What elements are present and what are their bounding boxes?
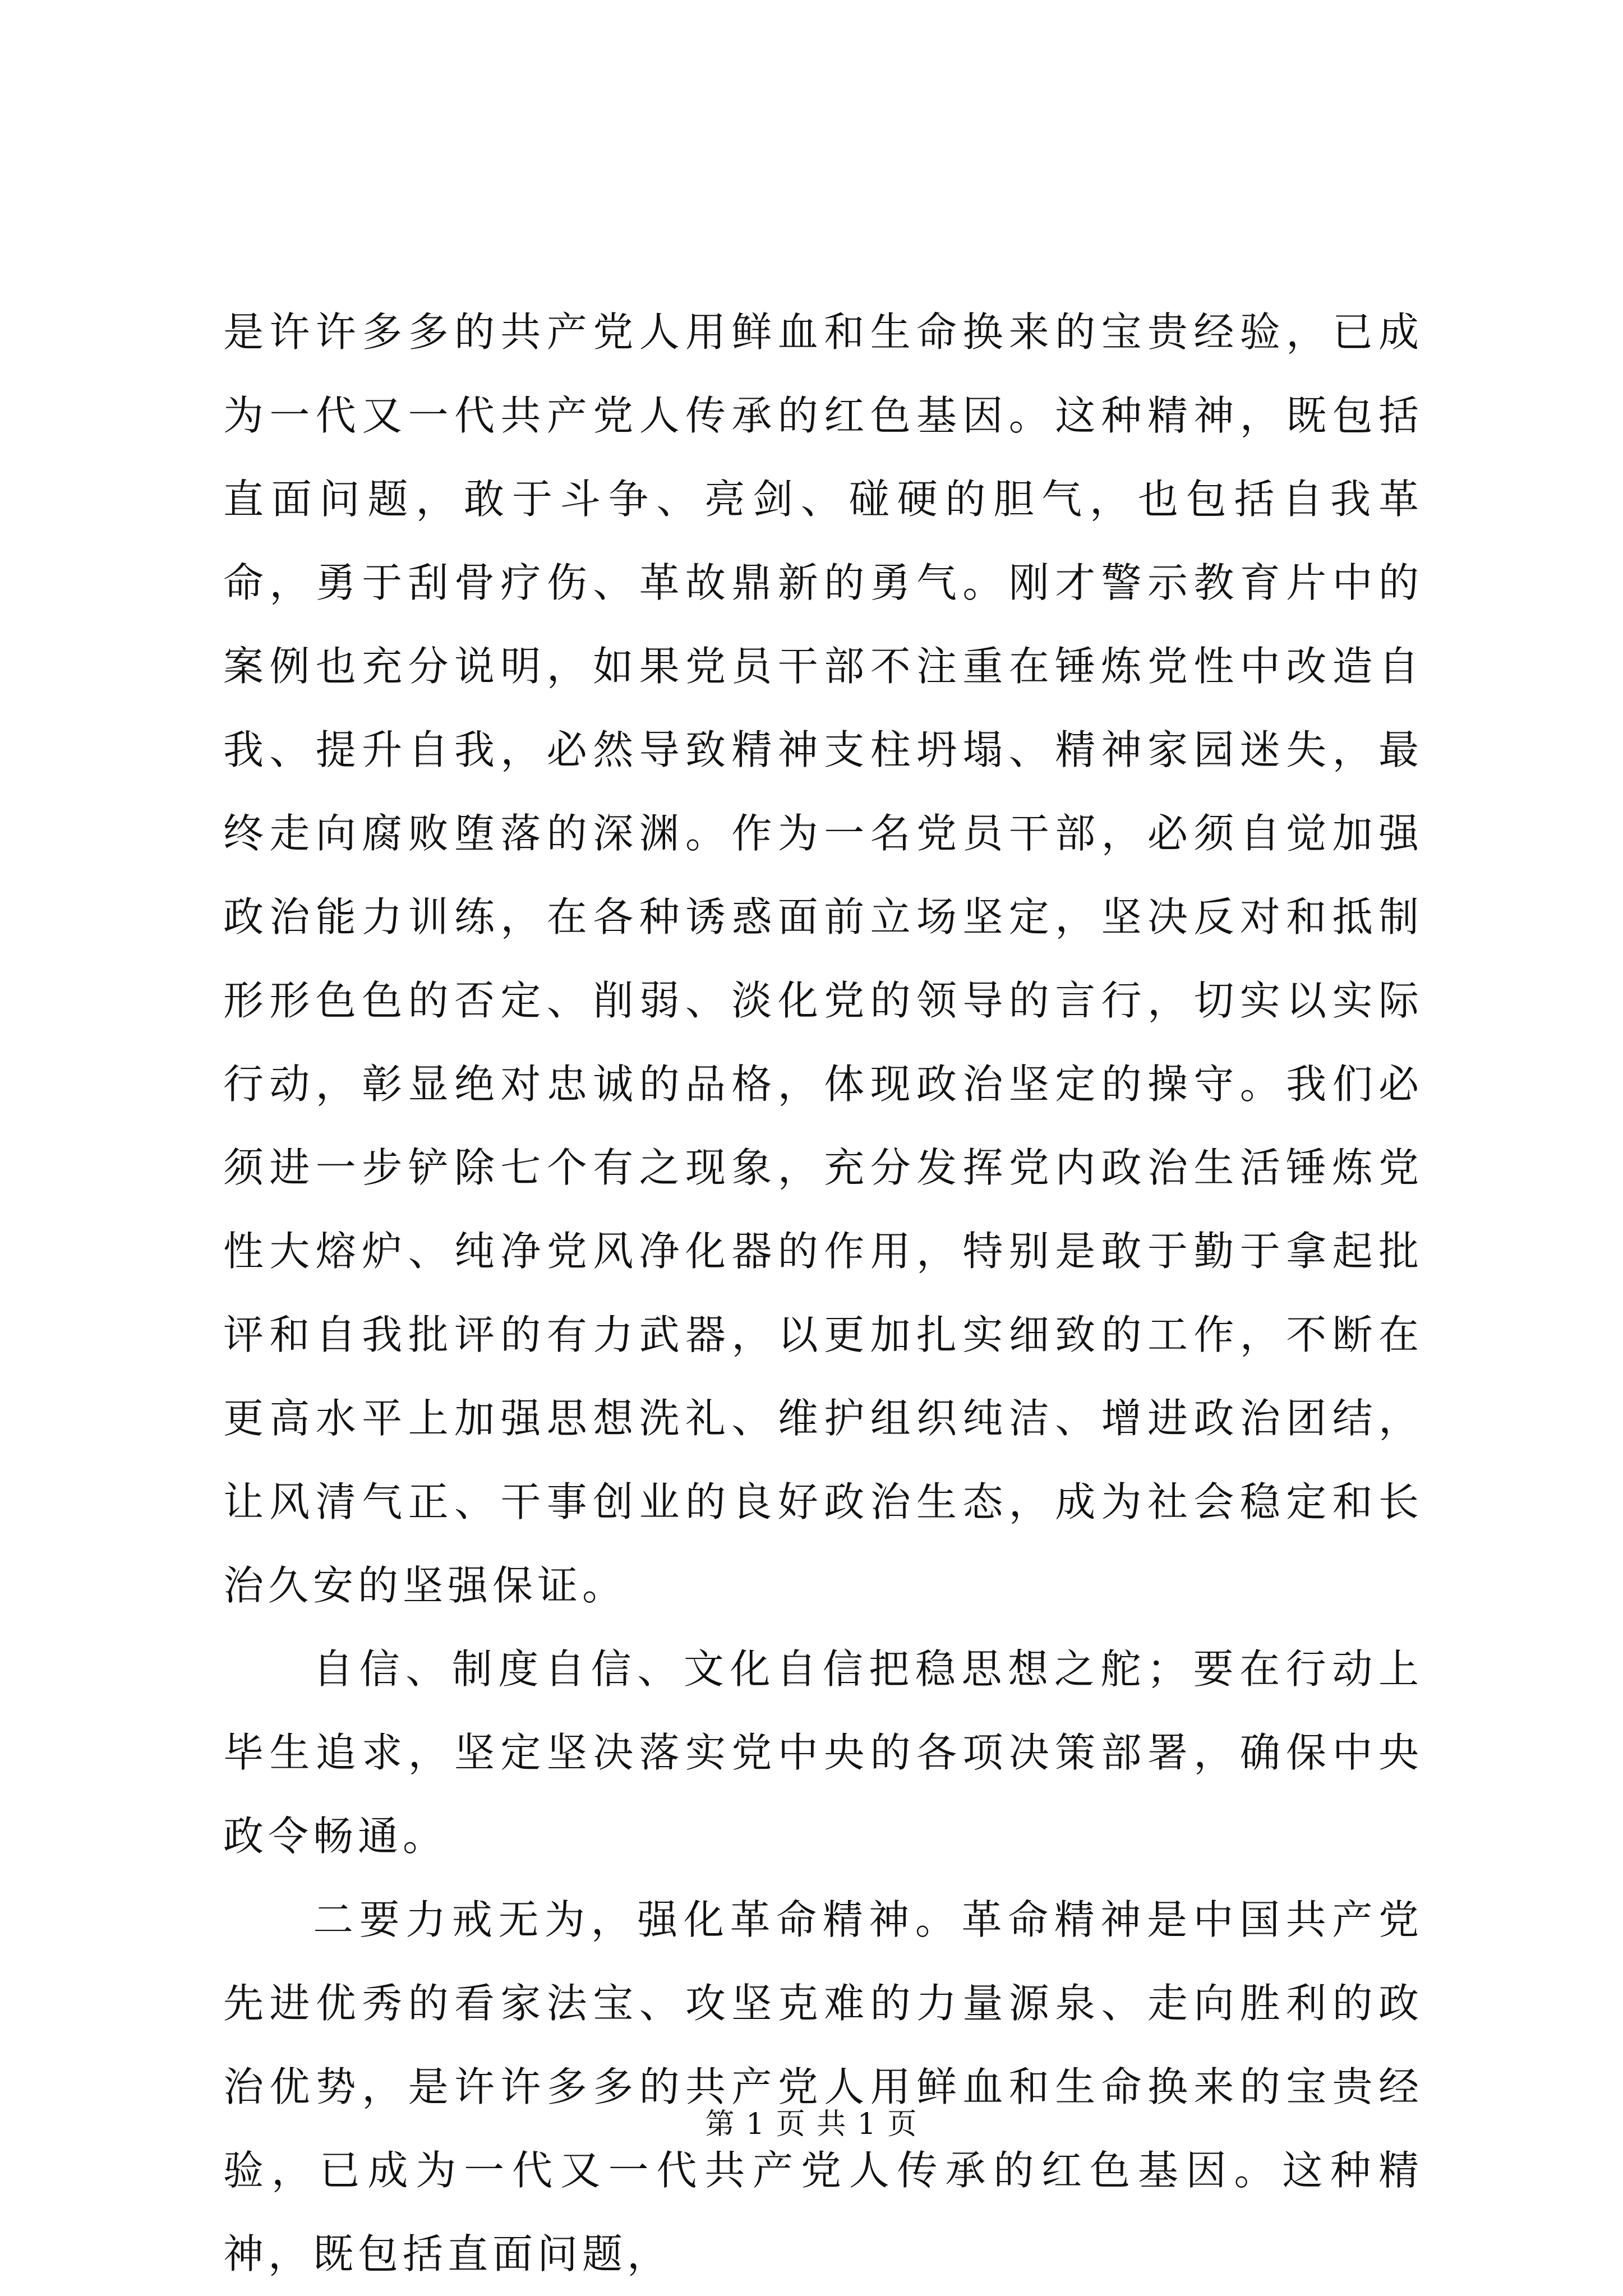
document-body <box>223 291 1423 2296</box>
paragraph-2: 自信、制度自信、文化自信把稳思想之舵；要在行动上毕生追求，坚定坚决落实党中央的各项决策部署，确保中央政令畅通。 <box>223 1645 1423 1860</box>
page-footer: 第 1 页 共 1 页 <box>705 2108 918 2141</box>
paragraph-3: 二要力戒无为，强化革命精神。革命精神是中国共产党先进优秀的看家法宝、攻坚克难的力量源泉、走向胜利的政治优势，是许许多多的共产党人用鲜血和生命换来的宝贵经验，已成为一代又一代共产党人传承的红色基因。这种精神，既包括直面问题， <box>223 1896 1423 2277</box>
paragraph-1: 是许许多多的共产党人用鲜血和生命换来的宝贵经验，已成为一代又一代共产党人传承的红色基因。这种精神，既包括直面问题，敢于斗争、亮剑、碰硬的胆气，也包括自我革命，勇于刮骨疗伤、革故鼎新的勇气。刚才警示教育片中的案例也充分说明，如果党员干部不注重在锤炼党性中改造自我、提升自我，必然导致精神支柱坍塌、精神家园迷失，最终走向腐败堕落的深渊。作为一名党员干部，必须自觉加强政治能力训练，在各种诱惑面前立场坚定，坚决反对和抵制形形色色的否定、削弱、淡化党的领导的言行，切实以实际行动，彰显绝对忠诚的品格，体现政治坚定的操守。我们必须进一步铲除七个有之现象，充分发挥党内政治生活锤炼党性大熔炉、纯净党风净化器的作用，特别是敢于勤于拿起批评和自我批评的有力武器，以更加扎实细致的工作，不断在更高水平上加强思想洗礼、维护组织纯洁、增进政治团结，让风清气正、干事创业的良好政治生态，成为社会稳定和长治久安的坚强保证。 <box>223 308 1423 1609</box>
